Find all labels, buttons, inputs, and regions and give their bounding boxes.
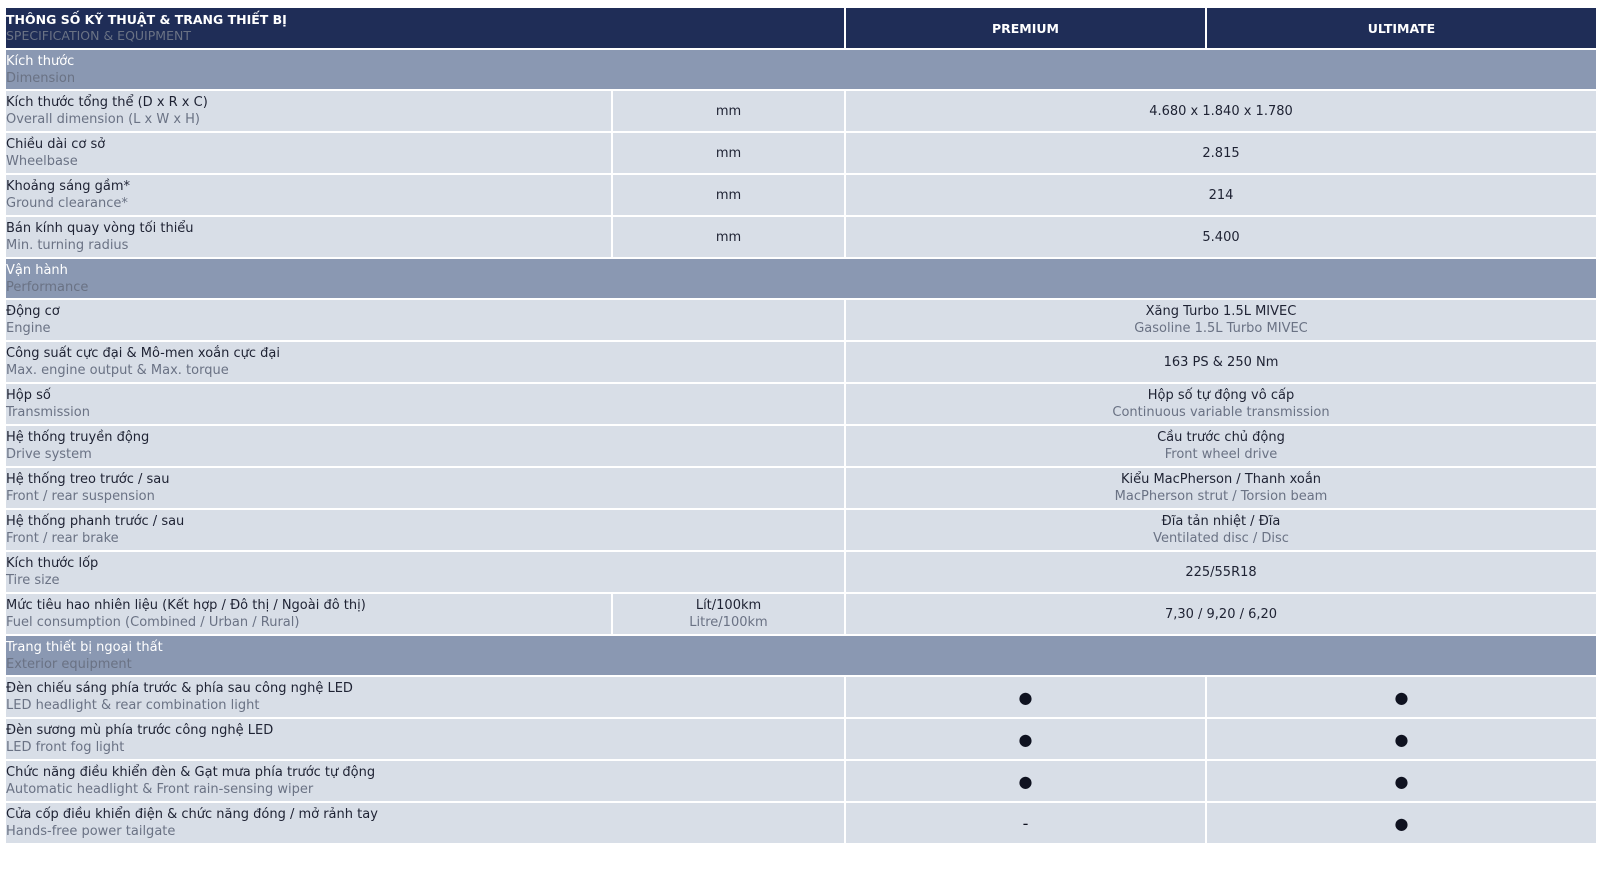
row-label-vi: Công suất cực đại & Mô-men xoắn cực đại [6,346,280,361]
table-row [5,425,1597,467]
row-label-vi: Cửa cốp điều khiển điện & chức năng đóng / mở rảnh tay [6,807,378,822]
section-title-en: Dimension [6,70,76,86]
section-header-dimension [5,49,1597,90]
title-vi: THÔNG SỐ KỸ THUẬT & TRANG THIẾT BỊ [6,12,287,27]
table-row [5,90,1597,132]
table-row [5,551,1597,593]
row-value-vi: Đĩa tản nhiệt / Đĩa [1161,514,1281,529]
row-label-en: Transmission [6,405,90,420]
ultimate-availability: ● [1394,813,1409,833]
premium-availability: ● [1018,729,1033,749]
row-value: 214 [1208,187,1234,203]
premium-availability: ● [1018,687,1033,707]
ultimate-availability: ● [1394,687,1409,707]
row-label-vi: Kích thước tổng thể (D x R x C) [6,95,208,110]
table-row [5,383,1597,425]
row-label-vi: Bán kính quay vòng tối thiểu [6,221,194,236]
row-label-vi: Hộp số [6,388,51,403]
section-title-en: Exterior equipment [6,656,132,672]
row-label-vi: Đèn sương mù phía trước công nghệ LED [6,723,274,738]
spec-table [4,6,1598,845]
table-row [5,509,1597,551]
row-label-en: Automatic headlight & Front rain-sensing wiper [6,782,314,797]
row-value-en: MacPherson strut / Torsion beam [1114,489,1328,504]
row-value-vi: Xăng Turbo 1.5L MIVEC [1145,304,1297,319]
table-row [5,676,1597,718]
row-label-en: Max. engine output & Max. torque [6,363,229,378]
row-value-en: Ventilated disc / Disc [1153,531,1289,546]
row-value-en: Continuous variable transmission [1112,405,1330,420]
row-value-vi: Kiểu MacPherson / Thanh xoắn [1120,472,1322,487]
section-header-performance [5,258,1597,299]
row-unit: mm [715,103,742,119]
table-row [5,174,1597,216]
row-label-en: Ground clearance* [6,196,128,211]
ultimate-availability: ● [1394,729,1409,749]
row-label-en: Overall dimension (L x W x H) [6,112,200,127]
ultimate-availability: ● [1394,771,1409,791]
table-row [5,760,1597,802]
row-value-vi: 225/55R18 [1185,564,1257,580]
table-row [5,718,1597,760]
section-title-vi: Kích thước [6,53,75,69]
row-value-vi: Hộp số tự động vô cấp [1147,388,1295,403]
grade-premium-header: PREMIUM [845,7,1206,49]
row-label-vi: Hệ thống treo trước / sau [6,472,170,487]
title-en: SPECIFICATION & EQUIPMENT [6,28,191,43]
row-unit: mm [715,229,742,245]
row-label-en: Min. turning radius [6,238,129,253]
row-label-en: Hands-free power tailgate [6,824,176,839]
row-label-vi: Chức năng điều khiển đèn & Gạt mưa phía trước tự động [6,765,376,780]
row-value-vi: 163 PS & 250 Nm [1163,354,1279,370]
row-label-vi: Hệ thống truyền động [6,430,150,445]
section-title-vi: Trang thiết bị ngoại thất [6,639,163,655]
row-label-vi: Chiều dài cơ sở [6,137,106,152]
row-value-vi: Cầu trước chủ động [1157,430,1285,445]
row-value: 5.400 [1202,229,1240,245]
row-label-vi: Động cơ [6,304,60,319]
row-label-vi: Kích thước lốp [6,556,99,571]
row-value-vi: 7,30 / 9,20 / 6,20 [1164,606,1278,622]
row-label-en: Front / rear brake [6,531,119,546]
row-unit: mm [715,187,742,203]
grade-ultimate-header: ULTIMATE [1206,7,1597,49]
premium-availability: ● [1018,771,1033,791]
premium-availability: - [1022,813,1029,833]
table-row [5,299,1597,341]
table-row [5,467,1597,509]
row-value-en: Front wheel drive [1164,447,1278,462]
table-row [5,802,1597,844]
row-value-en: Gasoline 1.5L Turbo MIVEC [1134,321,1308,336]
row-value: 4.680 x 1.840 x 1.780 [1149,103,1293,119]
section-title-en: Performance [6,279,89,295]
row-label-vi: Khoảng sáng gầm* [6,179,131,194]
table-row [5,593,1597,635]
row-label-en: LED headlight & rear combination light [6,698,260,713]
row-label-en: Front / rear suspension [6,489,155,504]
section-title-vi: Vận hành [6,262,68,278]
row-label-en: Fuel consumption (Combined / Urban / Rural) [6,615,300,630]
row-label-en: Engine [6,321,51,336]
row-label-vi: Mức tiêu hao nhiên liệu (Kết hợp / Đô thị / Ngoài đô thị) [6,598,366,613]
table-row [5,132,1597,174]
row-value: 2.815 [1202,145,1240,161]
row-unit-en: Litre/100km [689,615,768,630]
row-label-en: Tire size [6,573,60,588]
table-row [5,216,1597,258]
row-label-en: Wheelbase [6,154,78,169]
section-header-exterior [5,635,1597,676]
row-unit: mm [715,145,742,161]
table-header-row [5,7,1597,49]
table-row [5,341,1597,383]
row-label-en: LED front fog light [6,740,125,755]
row-label-vi: Đèn chiếu sáng phía trước & phía sau công nghệ LED [6,681,353,696]
row-unit-vi: Lít/100km [695,598,762,613]
row-label-en: Drive system [6,447,92,462]
table-title [5,7,845,49]
row-label-vi: Hệ thống phanh trước / sau [6,514,185,529]
